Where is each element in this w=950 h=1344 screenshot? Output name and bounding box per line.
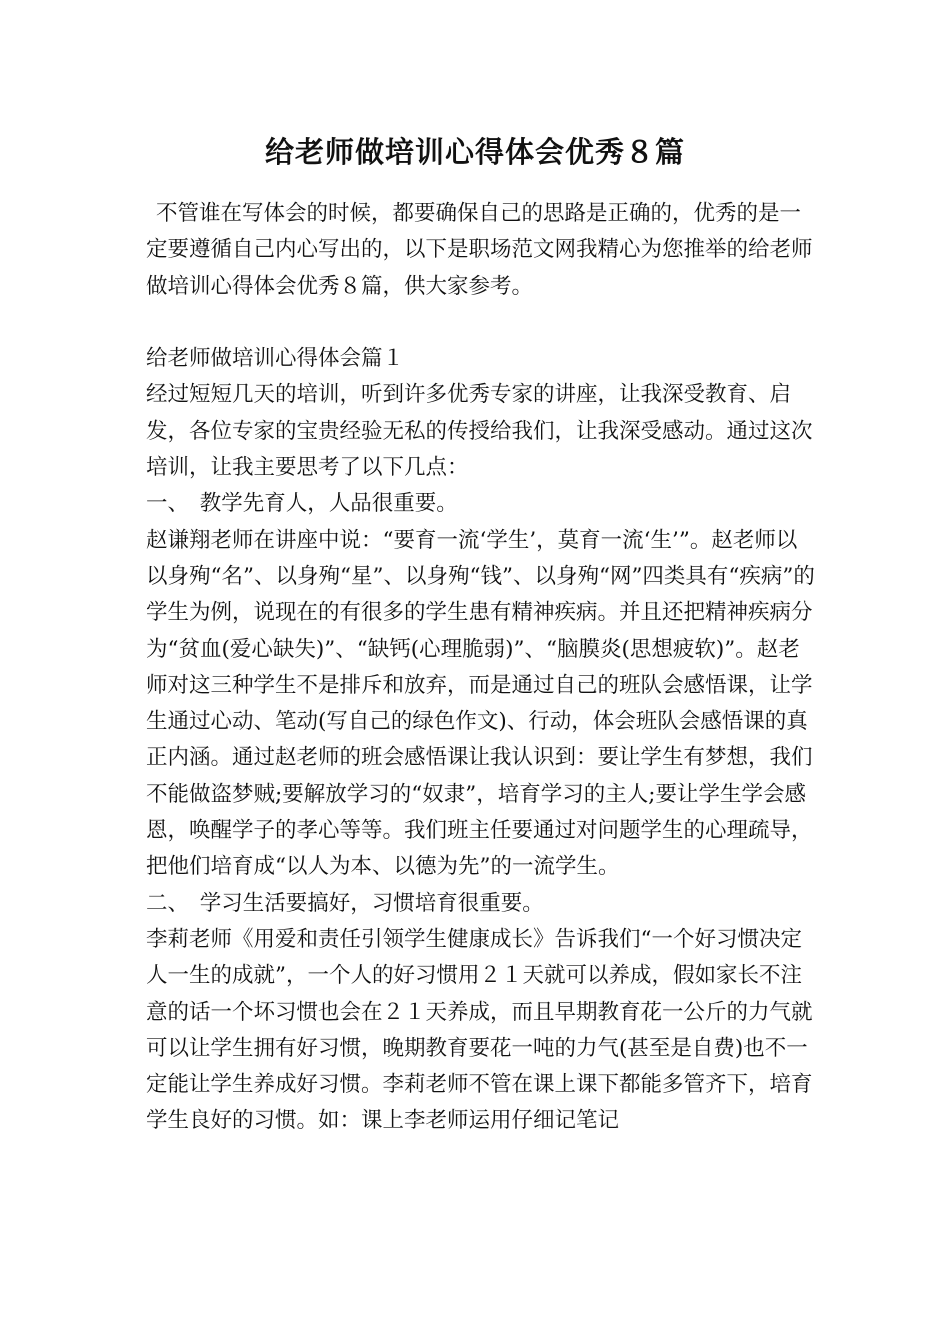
document-body (146, 196, 818, 1140)
document-title: 给老师做培训心得体会优秀８篇 (264, 135, 685, 169)
body-paragraph: 经过短短几天的培训，听到许多优秀专家的讲座，让我深受教育、启发，各位专家的宝贵经验无私的传授给我们，让我深受感动。通过这次培训，让我主要思考了以下几点： (146, 382, 813, 481)
body-paragraph: 李莉老师《用爱和责任引领学生健康成长》告诉我们“一个好习惯决定人一生的成就”，一个人的好习惯用２１天就可以养成，假如家长不注意的话一个坏习惯也会在２１天养成，而且早期教育花一公斤的力气就可以让学生拥有好习惯，晚期教育要花一吨的力气(甚至是自费)也不一定能让学生养成好习惯。李莉老师不管在课上课下都能多管齐下，培育学生良好的习惯。如：课上李老师运用仔细记笔记 (146, 926, 813, 1134)
body-paragraph: 赵谦翔老师在讲座中说：“要育一流‘学生’，莫育一流‘生’”。赵老师以以身殉“名”、以身殉“星”、以身殉“钱”、以身殉“网”四类具有“疾病”的学生为例，说现在的有很多的学生患有精神疾病。并且还把精神疾病分为“贫血(爱心缺失)”、“缺钙(心理脆弱)”、“脑膜炎(思想疲软)”。赵老师对这三种学生不是排斥和放弃，而是通过自己的班队会感悟课，让学生通过心动、笔动(写自己的绿色作文)、行动，体会班队会感悟课的真正内涵。通过赵老师的班会感悟课让我认识到：要让学生有梦想，我们不能做盗梦贼;要解放学习的“奴隶”，培育学习的主人;要让学生学会感恩，唤醒学子的孝心等等。我们班主任要通过对问题学生的心理疏导，把他们培育成“以人为本、以德为先”的一流学生。 (146, 527, 815, 880)
point-heading-one: 一、 教学先育人，人品很重要。 (146, 491, 458, 517)
point-heading-two: 二、 学习生活要搞好，习惯培育很重要。 (146, 890, 544, 916)
section-heading: 给老师做培训心得体会篇１ (146, 346, 405, 372)
paragraph-gap (146, 305, 818, 341)
intro-paragraph: 不管谁在写体会的时候，都要确保自己的思路是正确的，优秀的是一定要遵循自己内心写出的，以下是职场范文网我精心为您推举的给老师做培训心得体会优秀８篇，供大家参考。 (146, 201, 813, 299)
